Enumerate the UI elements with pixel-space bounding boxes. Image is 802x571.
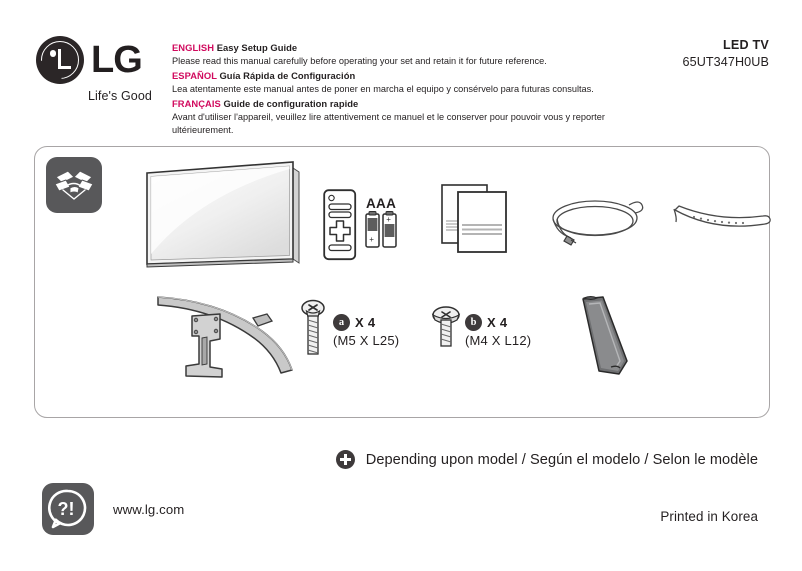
- language-tag-english: ENGLISH: [172, 42, 215, 53]
- language-body-espanol: Lea atentamente este manual antes de poner en marcha el equipo y consérvelo para futuras consultas.: [172, 83, 594, 94]
- language-tag-francais: FRANÇAIS: [172, 98, 221, 109]
- screw-b-spec: (M4 X L12): [465, 333, 532, 348]
- language-title-espanol: Guía Rápida de Configuración: [219, 70, 356, 81]
- accessory-tv-panel: [140, 159, 305, 279]
- model-note-text: Depending upon model / Según el modelo / Selon le modèle: [365, 451, 758, 468]
- open-box-icon: [46, 157, 102, 213]
- accessories-panel: [34, 146, 770, 418]
- website-url[interactable]: www.lg.com: [113, 501, 185, 517]
- accessory-power-cable: [543, 195, 648, 252]
- lg-l-horizontal: [58, 66, 71, 69]
- product-model-number: 65UT347H0UB: [682, 55, 769, 69]
- screw-a-spec: (M5 X L25): [333, 333, 400, 348]
- lg-tagline: Life's Good: [88, 89, 152, 103]
- language-body-english: Please read this manual carefully before operating your set and retain it for future reference.: [172, 55, 547, 66]
- question-bubble-icon: [42, 483, 94, 535]
- language-paragraph-espanol: [172, 69, 637, 96]
- accessory-cable-tie: [670, 205, 772, 244]
- language-paragraph-francais: [172, 97, 637, 137]
- accessory-stand-neck: [180, 312, 242, 385]
- plus-circle-icon: [336, 450, 355, 469]
- language-body-francais: Avant d'utiliser l'appareil, veuillez lire attentivement ce manuel et le conserver pour pouvoir vous y reporter ultérieurement.: [172, 111, 605, 135]
- language-heading-francais: [172, 97, 637, 111]
- lg-logo-mark-row: [36, 36, 164, 84]
- screw-b-badge: b: [465, 314, 482, 331]
- svg-text:?!: ?!: [57, 499, 75, 519]
- accessory-screw-a: [299, 299, 327, 364]
- screw-a-label-top: [333, 314, 399, 331]
- language-title-english: Easy Setup Guide: [216, 42, 298, 53]
- accessory-remote-control: [323, 189, 357, 266]
- accessory-batteries: [362, 192, 404, 259]
- svg-text:+: +: [369, 235, 374, 244]
- screw-a-count: X 4: [355, 315, 376, 330]
- screw-b-label-top: [465, 314, 531, 331]
- language-tag-espanol: ESPAÑOL: [172, 70, 217, 81]
- footer-support-block: [42, 483, 184, 535]
- lg-wordmark: LG: [91, 39, 142, 81]
- language-title-francais: Guide de configuration rapide: [223, 98, 359, 109]
- lg-logo: [36, 36, 164, 103]
- accessory-screw-b: [431, 305, 461, 356]
- lg-eye-dot: [50, 50, 57, 57]
- language-paragraph-english: [172, 41, 637, 68]
- document-header: [0, 0, 802, 145]
- screw-a-label: [333, 314, 399, 348]
- screw-b-count: X 4: [487, 315, 508, 330]
- language-heading-espanol: [172, 69, 637, 83]
- intro-text-block: [172, 41, 637, 138]
- printed-in-note: Printed in Korea: [660, 509, 758, 524]
- lg-face-icon: [36, 36, 84, 84]
- svg-text:+: +: [386, 215, 391, 224]
- accessory-cable-cover: [575, 295, 637, 382]
- accessory-manuals: [440, 183, 518, 260]
- language-heading-english: [172, 41, 637, 55]
- product-type-label: LED TV: [723, 38, 769, 52]
- svg-text:AAA: AAA: [366, 196, 397, 211]
- product-identification: [682, 38, 769, 69]
- screw-b-label: [465, 314, 531, 348]
- model-note-line: [336, 450, 758, 469]
- screw-a-badge: a: [333, 314, 350, 331]
